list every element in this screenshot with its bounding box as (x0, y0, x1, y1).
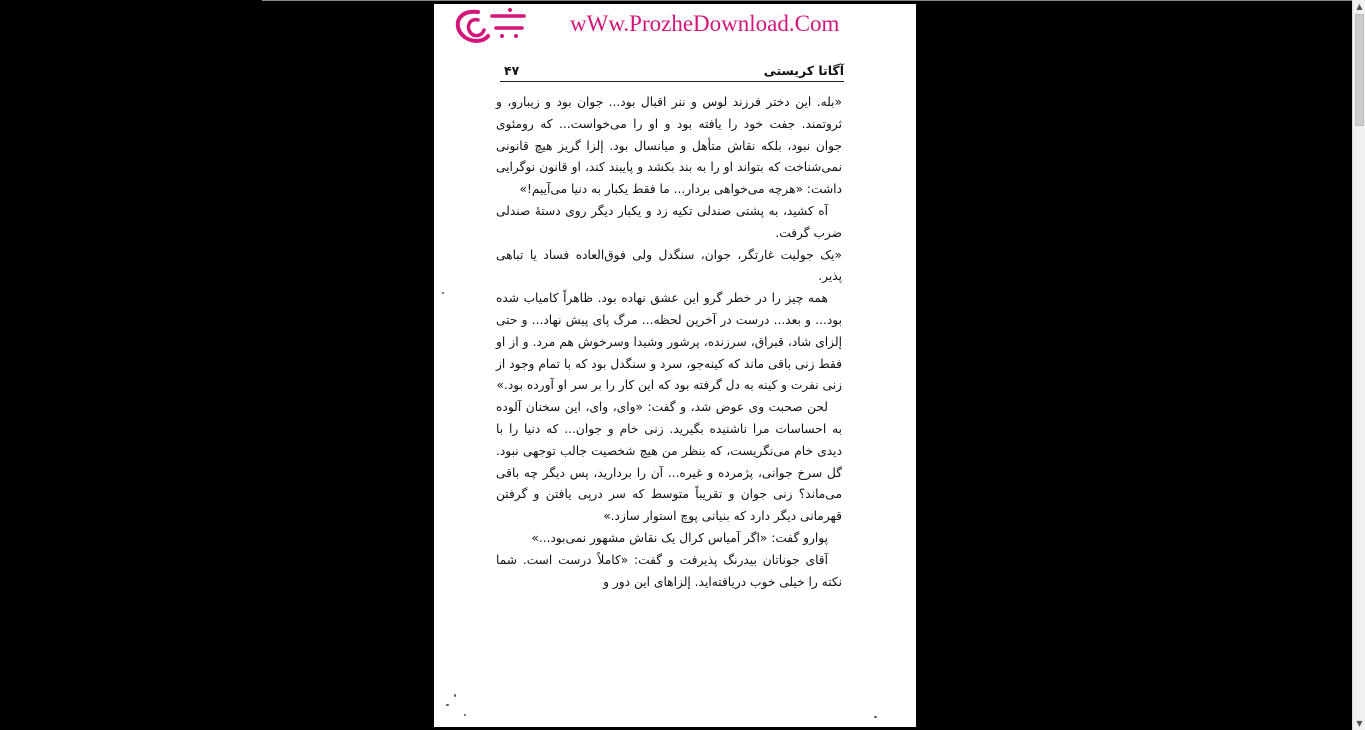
scan-speck (454, 694, 456, 697)
watermark-logo-icon (448, 6, 528, 48)
running-header (500, 61, 844, 82)
paragraph: لحن صحبت وی عوض شد، و گفت: «وای، وای، این سخنان آلوده به احساسات مرا ناشنیده بگیرید. زنی خام و جوان... که دنیا را با دیدی خام می‌نگریست، که بنظر من هیچ شخصیت جالب توجهی نبود. گل سرخ جوانی، پژمرده و غیره... آن را بردارید، پس دیگر چه باقی می‌ماند؟ زنی جوان و تقریباً متوسط که سر درپی یافتن و گرفتن قهرمانی دیگر دارد که بنیانی پوچ استوار سازد.» (496, 400, 842, 524)
scan-speck (446, 704, 449, 706)
paragraph: همه چیز را در خطر گرو این عشق نهاده بود. ظاهراً کامیاب شده بود... و بعد... درست در آخرین لحظه... مرگ پای پیش نهاد... و حتی إلزای شاد، قبراق، سرزنده، پرشور وشیدا وسرخوش هم مرد. و از او فقط زنی باقی ماند که کینه‌جو، سرد و سنگدل بود که با تمام وجود از زنی نفرت و کینه به دل گرفته بود که این کار را بر سر او آورده بود.» (496, 291, 842, 393)
vertical-scrollbar[interactable] (1352, 0, 1365, 730)
scroll-down-icon[interactable]: ▼ (1356, 719, 1363, 728)
scroll-thumb[interactable] (1355, 14, 1364, 126)
watermark-url: wWw.ProzheDownload.Com (570, 11, 840, 36)
scroll-up-icon[interactable]: ▲ (1356, 2, 1363, 11)
page-number: ۴۷ (504, 63, 520, 78)
watermark-logo (448, 6, 528, 48)
paragraph: آه کشید، به پشتی صندلی تکیه زد و یکبار دیگر روی دستهٔ صندلی ضرب گرفت. (496, 203, 842, 240)
paragraph: آقای جوناتان بیدرنگ پذیرفت و گفت: «کاملاً درست است. شما نکته را خیلی خوب دریافته‌اید. إلزاهای این دور و (496, 552, 842, 589)
paragraph: پوارو گفت: «اگر آمیاس کرال یک نقاش مشهور نمی‌بود...» (531, 530, 828, 545)
scan-speck (874, 716, 877, 718)
scan-speck (464, 714, 466, 716)
scan-speck (442, 292, 444, 294)
window-top-line (262, 0, 1365, 1)
header-author: آگاتا کریستی (763, 63, 844, 78)
paragraph: «بله. این دختر فرزند لوس و ننر اقبال بود... جوان بود و زیبارو، و ثروتمند. جفت خود را یافته بود و او را می‌خواست... که رومئوی جوان نبود، بلکه نقاش متأهل و میانسال بود. إلزا گریز هیچ قانونی نمی‌شناخت که بتواند او را به بند بکشد و پایبند کند، او قانون نوگرایی داشت: «هرچه می‌خواهی بردار... ما فقط یکبار به دنیا می‌آییم!» (496, 95, 842, 197)
paragraph: «یک جولیت غارتگر، جوان، سنگدل ولی فوق‌العاده فساد یا تباهی پذیر. (496, 247, 842, 284)
document-page (434, 4, 916, 727)
book-text (496, 92, 842, 593)
